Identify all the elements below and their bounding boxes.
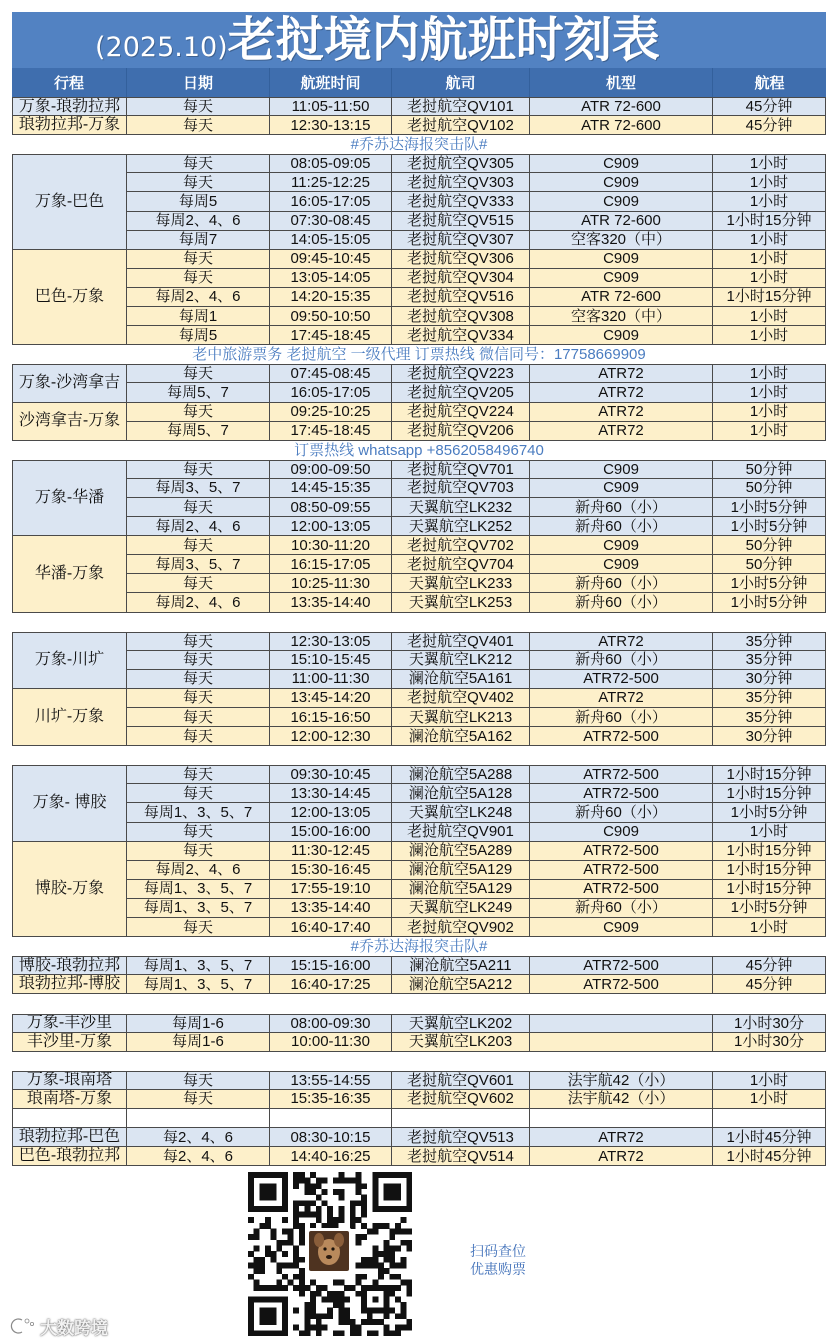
qr-avatar-ear-left (314, 1233, 324, 1247)
empty-cell (713, 1109, 826, 1128)
flight-time-cell: 11:00-11:30 (270, 670, 392, 689)
aircraft-cell: C909 (530, 918, 713, 937)
aircraft-cell: ATR72-500 (530, 975, 713, 994)
flight-time-cell: 14:40-16:25 (270, 1147, 392, 1166)
date-cell: 每天 (127, 784, 270, 803)
airline-flight-cell: 澜沧航空5A288 (392, 765, 530, 784)
date-cell: 每天 (127, 670, 270, 689)
duration-cell: 45分钟 (713, 975, 826, 994)
airline-flight-cell: 澜沧航空5A129 (392, 861, 530, 880)
route-cell: 琅勃拉邦-博胶 (12, 975, 127, 994)
brand-logo-icon (8, 1316, 36, 1336)
flight-time-cell: 15:15-16:00 (270, 956, 392, 975)
flight-time-cell: 10:00-11:30 (270, 1033, 392, 1052)
duration-cell: 1小时5分钟 (713, 498, 826, 517)
aircraft-cell: C909 (530, 250, 713, 269)
duration-cell: 50分钟 (713, 479, 826, 498)
qr-caption (470, 1242, 526, 1278)
aircraft-cell: 新舟60（小） (530, 708, 713, 727)
airline-flight-cell: 老挝航空QV206 (392, 422, 530, 441)
aircraft-cell: ATR72-500 (530, 842, 713, 861)
flight-time-cell: 08:30-10:15 (270, 1128, 392, 1147)
flight-time-cell: 12:30-13:15 (270, 116, 392, 135)
qr-avatar-nose (326, 1255, 332, 1259)
qr-center-avatar (306, 1228, 352, 1274)
airline-flight-cell: 老挝航空QV223 (392, 364, 530, 383)
duration-cell: 50分钟 (713, 555, 826, 574)
aircraft-cell: 新舟60（小） (530, 651, 713, 670)
airline-flight-cell: 澜沧航空5A212 (392, 975, 530, 994)
duration-cell: 30分钟 (713, 727, 826, 746)
airline-flight-cell: 天翼航空LK233 (392, 574, 530, 593)
aircraft-cell (530, 1033, 713, 1052)
airline-flight-cell: 老挝航空QV602 (392, 1090, 530, 1109)
airline-flight-cell: 天翼航空LK212 (392, 651, 530, 670)
qr-avatar-eye-right (331, 1247, 334, 1250)
duration-cell: 1小时 (713, 307, 826, 326)
airline-flight-cell: 澜沧航空5A129 (392, 880, 530, 899)
duration-cell: 1小时 (713, 422, 826, 441)
duration-cell: 1小时15分钟 (713, 765, 826, 784)
flight-time-cell: 16:40-17:40 (270, 918, 392, 937)
empty-cell (530, 1109, 713, 1128)
aircraft-cell: ATR 72-600 (530, 97, 713, 116)
brand-logo-dot-1 (25, 1319, 29, 1323)
duration-cell: 1小时15分钟 (713, 212, 826, 231)
duration-cell: 1小时 (713, 364, 826, 383)
airline-flight-cell: 老挝航空QV333 (392, 192, 530, 211)
aircraft-cell: 新舟60（小） (530, 593, 713, 612)
flight-time-cell: 16:15-17:05 (270, 555, 392, 574)
date-cell: 每周5 (127, 192, 270, 211)
duration-cell: 1小时15分钟 (713, 842, 826, 861)
duration-cell: 35分钟 (713, 708, 826, 727)
aircraft-cell: ATR72-500 (530, 784, 713, 803)
date-cell: 每周1、3、5、7 (127, 956, 270, 975)
airline-flight-cell: 澜沧航空5A211 (392, 956, 530, 975)
flight-time-cell: 15:00-16:00 (270, 823, 392, 842)
flight-time-cell: 07:45-08:45 (270, 364, 392, 383)
date-cell: 每天 (127, 823, 270, 842)
aircraft-cell: 新舟60（小） (530, 498, 713, 517)
duration-cell: 50分钟 (713, 536, 826, 555)
flight-time-cell: 13:30-14:45 (270, 784, 392, 803)
duration-cell: 1小时 (713, 154, 826, 173)
duration-cell: 1小时 (713, 192, 826, 211)
date-cell: 每2、4、6 (127, 1147, 270, 1166)
aircraft-cell: ATR72 (530, 403, 713, 422)
header-duration: 航程 (754, 75, 785, 92)
route-cell: 万象-巴色 (12, 154, 127, 249)
airline-flight-cell: 老挝航空QV303 (392, 173, 530, 192)
aircraft-cell: ATR72 (530, 1147, 713, 1166)
flight-time-cell: 15:30-16:45 (270, 861, 392, 880)
flight-time-cell: 13:45-14:20 (270, 689, 392, 708)
airline-flight-cell: 老挝航空QV401 (392, 632, 530, 651)
duration-cell: 1小时 (713, 403, 826, 422)
empty-cell (270, 1109, 392, 1128)
airline-flight-cell: 老挝航空QV102 (392, 116, 530, 135)
table-header (12, 68, 826, 97)
route-cell: 博胶-万象 (12, 842, 127, 937)
airline-flight-cell: 老挝航空QV514 (392, 1147, 530, 1166)
airline-flight-cell: 老挝航空QV703 (392, 479, 530, 498)
flight-time-cell: 10:25-11:30 (270, 574, 392, 593)
duration-cell: 1小时30分 (713, 1033, 826, 1052)
date-cell: 每天 (127, 403, 270, 422)
header-route: 行程 (12, 68, 127, 97)
airline-flight-cell: 老挝航空QV101 (392, 97, 530, 116)
date-cell: 每天 (127, 574, 270, 593)
airline-flight-cell: 老挝航空QV402 (392, 689, 530, 708)
date-cell: 每天 (127, 689, 270, 708)
airline-flight-cell: 老挝航空QV224 (392, 403, 530, 422)
duration-cell: 1小时30分 (713, 1014, 826, 1033)
empty-cell (12, 1109, 127, 1128)
flight-time-cell: 09:30-10:45 (270, 765, 392, 784)
qr-code (248, 1172, 412, 1336)
date-cell: 每周1、3、5、7 (127, 899, 270, 918)
date-cell: 每天 (127, 842, 270, 861)
date-cell: 每天 (127, 97, 270, 116)
route-cell: 博胶-琅勃拉邦 (12, 956, 127, 975)
airline-flight-cell: 老挝航空QV205 (392, 383, 530, 402)
aircraft-cell (530, 1014, 713, 1033)
title-date: (2025.10) (95, 32, 228, 63)
date-cell: 每周2、4、6 (127, 861, 270, 880)
aircraft-cell: ATR72 (530, 364, 713, 383)
flight-time-cell: 13:55-14:55 (270, 1071, 392, 1090)
qr-avatar-eye-left (323, 1247, 326, 1250)
aircraft-cell: ATR72-500 (530, 956, 713, 975)
qr-caption-line-1: 扫码查位 (470, 1243, 526, 1259)
date-cell: 每周2、4、6 (127, 212, 270, 231)
date-cell: 每周2、4、6 (127, 593, 270, 612)
route-cell: 万象-川圹 (12, 632, 127, 689)
header-date: 日期 (127, 68, 270, 97)
date-cell: 每2、4、6 (127, 1128, 270, 1147)
aircraft-cell: 新舟60（小） (530, 803, 713, 822)
aircraft-cell: 新舟60（小） (530, 899, 713, 918)
aircraft-cell: ATR72 (530, 689, 713, 708)
route-cell: 万象-华潘 (12, 460, 127, 536)
flight-time-cell: 12:00-13:05 (270, 517, 392, 536)
flight-time-cell: 11:25-12:25 (270, 173, 392, 192)
qr-caption-line-2: 优惠购票 (470, 1261, 526, 1277)
duration-cell: 1小时45分钟 (713, 1147, 826, 1166)
aircraft-cell: 新舟60（小） (530, 517, 713, 536)
aircraft-cell: 空客320（中） (530, 231, 713, 250)
flight-time-cell: 12:00-13:05 (270, 803, 392, 822)
empty-cell (392, 1109, 530, 1128)
flight-time-cell: 16:05-17:05 (270, 383, 392, 402)
aircraft-cell: ATR 72-600 (530, 116, 713, 135)
duration-cell: 1小时 (713, 1071, 826, 1090)
aircraft-cell: ATR72 (530, 632, 713, 651)
route-cell: 华潘-万象 (12, 536, 127, 612)
aircraft-cell: ATR 72-600 (530, 212, 713, 231)
duration-cell: 1小时 (713, 231, 826, 250)
route-cell: 琅勃拉邦-万象 (12, 116, 127, 135)
qr-code-graphic (248, 1172, 412, 1336)
duration-cell: 1小时15分钟 (713, 861, 826, 880)
aircraft-cell: 新舟60（小） (530, 574, 713, 593)
watermark-text: 大数跨境 (40, 1318, 108, 1338)
date-cell: 每周1-6 (127, 1014, 270, 1033)
date-cell: 每天 (127, 536, 270, 555)
route-cell: 万象- 博胶 (12, 765, 127, 841)
aircraft-cell: C909 (530, 479, 713, 498)
flight-time-cell: 16:40-17:25 (270, 975, 392, 994)
date-cell: 每周2、4、6 (127, 288, 270, 307)
duration-cell: 1小时45分钟 (713, 1128, 826, 1147)
aircraft-cell: ATR 72-600 (530, 288, 713, 307)
date-cell: 每天 (127, 708, 270, 727)
route-cell: 巴色-万象 (12, 250, 127, 345)
airline-flight-cell: 老挝航空QV901 (392, 823, 530, 842)
aircraft-cell: ATR72-500 (530, 727, 713, 746)
aircraft-cell: C909 (530, 555, 713, 574)
flight-time-cell: 12:30-13:05 (270, 632, 392, 651)
date-cell: 每周1-6 (127, 1033, 270, 1052)
brand-logo-dot-2 (30, 1322, 33, 1325)
header-flight-time: 航班时间 (270, 68, 392, 97)
flight-time-cell: 10:30-11:20 (270, 536, 392, 555)
duration-cell: 1小时5分钟 (713, 574, 826, 593)
duration-cell: 1小时5分钟 (713, 899, 826, 918)
header-airline: 航司 (392, 68, 530, 97)
flight-time-cell: 12:00-12:30 (270, 727, 392, 746)
flight-time-cell: 08:00-09:30 (270, 1014, 392, 1033)
promo-note-row: #乔苏达海报突击队# (350, 938, 488, 956)
watermark (8, 1314, 108, 1338)
aircraft-cell: ATR72-500 (530, 670, 713, 689)
airline-flight-cell: 天翼航空LK248 (392, 803, 530, 822)
route-cell: 万象-琅勃拉邦 (12, 97, 127, 116)
duration-cell: 1小时5分钟 (713, 517, 826, 536)
route-cell: 万象-沙湾拿吉 (12, 364, 127, 402)
aircraft-cell: C909 (530, 326, 713, 345)
airline-flight-cell: 老挝航空QV308 (392, 307, 530, 326)
duration-cell: 45分钟 (713, 956, 826, 975)
flight-time-cell: 09:25-10:25 (270, 403, 392, 422)
duration-cell: 35分钟 (713, 651, 826, 670)
airline-flight-cell: 老挝航空QV702 (392, 536, 530, 555)
duration-cell: 1小时 (713, 1090, 826, 1109)
duration-cell: 1小时15分钟 (713, 784, 826, 803)
date-cell: 每周7 (127, 231, 270, 250)
date-cell: 每天 (127, 173, 270, 192)
airline-flight-cell: 澜沧航空5A161 (392, 670, 530, 689)
duration-cell: 1小时 (713, 918, 826, 937)
aircraft-cell: 空客320（中） (530, 307, 713, 326)
route-cell: 川圹-万象 (12, 689, 127, 746)
date-cell: 每天 (127, 154, 270, 173)
aircraft-cell: ATR72-500 (530, 880, 713, 899)
date-cell: 每天 (127, 632, 270, 651)
airline-flight-cell: 天翼航空LK252 (392, 517, 530, 536)
date-cell: 每周1、3、5、7 (127, 975, 270, 994)
aircraft-cell: ATR72-500 (530, 861, 713, 880)
flight-time-cell: 14:05-15:05 (270, 231, 392, 250)
aircraft-cell: C909 (530, 536, 713, 555)
airline-flight-cell: 天翼航空LK202 (392, 1014, 530, 1033)
duration-cell: 30分钟 (713, 670, 826, 689)
airline-flight-cell: 老挝航空QV306 (392, 250, 530, 269)
date-cell: 每周2、4、6 (127, 517, 270, 536)
aircraft-cell: 法宇航42（小） (530, 1090, 713, 1109)
spacer-row (12, 613, 826, 632)
duration-cell: 1小时 (713, 250, 826, 269)
date-cell: 每天 (127, 269, 270, 288)
date-cell: 每天 (127, 1090, 270, 1109)
flight-time-cell: 14:45-15:35 (270, 479, 392, 498)
empty-cell (127, 1109, 270, 1128)
title-banner (12, 12, 826, 68)
airline-flight-cell: 天翼航空LK249 (392, 899, 530, 918)
flight-time-cell: 09:45-10:45 (270, 250, 392, 269)
flight-time-cell: 08:50-09:55 (270, 498, 392, 517)
brand-logo-arc (11, 1319, 22, 1333)
flight-time-cell: 11:30-12:45 (270, 842, 392, 861)
date-cell: 每天 (127, 116, 270, 135)
flight-time-cell: 14:20-15:35 (270, 288, 392, 307)
route-cell: 万象-琅南塔 (12, 1071, 127, 1090)
page-title: 老挝境内航班时刻表 (227, 12, 660, 68)
date-cell: 每天 (127, 765, 270, 784)
airline-flight-cell: 天翼航空LK203 (392, 1033, 530, 1052)
date-cell: 每周5、7 (127, 422, 270, 441)
duration-cell: 1小时5分钟 (713, 593, 826, 612)
duration-cell: 1小时15分钟 (713, 288, 826, 307)
route-cell: 丰沙里-万象 (12, 1033, 127, 1052)
airline-flight-cell: 老挝航空QV902 (392, 918, 530, 937)
aircraft-cell: C909 (530, 460, 713, 479)
date-cell: 每周1 (127, 307, 270, 326)
date-cell: 每周5 (127, 326, 270, 345)
aircraft-cell: ATR72 (530, 1128, 713, 1147)
aircraft-cell: C909 (530, 154, 713, 173)
date-cell: 每周1、3、5、7 (127, 880, 270, 899)
promo-note-row: 订票热线 whatsapp +8562058496740 (294, 441, 544, 459)
flight-time-cell: 16:15-16:50 (270, 708, 392, 727)
spacer-row (12, 994, 826, 1013)
promo-note-row: 老中旅游票务 老挝航空 一级代理 订票热线 微信同号：17758669909 (192, 346, 646, 364)
duration-cell: 1小时 (713, 173, 826, 192)
flight-time-cell: 17:45-18:45 (270, 422, 392, 441)
promo-note-row: #乔苏达海报突击队# (350, 136, 488, 154)
spacer-row (12, 746, 826, 765)
duration-cell: 1小时 (713, 326, 826, 345)
airline-flight-cell: 老挝航空QV334 (392, 326, 530, 345)
flight-time-cell: 11:05-11:50 (270, 97, 392, 116)
airline-flight-cell: 澜沧航空5A162 (392, 727, 530, 746)
airline-flight-cell: 老挝航空QV704 (392, 555, 530, 574)
qr-avatar-ear-right (334, 1233, 344, 1247)
date-cell: 每周3、5、7 (127, 479, 270, 498)
airline-flight-cell: 澜沧航空5A128 (392, 784, 530, 803)
duration-cell: 1小时 (713, 269, 826, 288)
date-cell: 每天 (127, 250, 270, 269)
airline-flight-cell: 天翼航空LK232 (392, 498, 530, 517)
date-cell: 每周3、5、7 (127, 555, 270, 574)
date-cell: 每天 (127, 727, 270, 746)
date-cell: 每天 (127, 364, 270, 383)
date-cell: 每天 (127, 918, 270, 937)
aircraft-cell: 法宇航42（小） (530, 1071, 713, 1090)
flight-time-cell: 13:35-14:40 (270, 899, 392, 918)
airline-flight-cell: 老挝航空QV307 (392, 231, 530, 250)
flight-time-cell: 16:05-17:05 (270, 192, 392, 211)
flight-time-cell: 17:45-18:45 (270, 326, 392, 345)
airline-flight-cell: 老挝航空QV516 (392, 288, 530, 307)
date-cell: 每天 (127, 460, 270, 479)
duration-cell: 45分钟 (713, 97, 826, 116)
aircraft-cell: C909 (530, 192, 713, 211)
airline-flight-cell: 老挝航空QV601 (392, 1071, 530, 1090)
airline-flight-cell: 老挝航空QV305 (392, 154, 530, 173)
flight-schedule-table (12, 97, 826, 1166)
route-cell: 琅南塔-万象 (12, 1090, 127, 1109)
aircraft-cell: C909 (530, 269, 713, 288)
airline-flight-cell: 老挝航空QV304 (392, 269, 530, 288)
aircraft-cell: C909 (530, 823, 713, 842)
route-cell: 沙湾拿吉-万象 (12, 403, 127, 441)
flight-time-cell: 09:50-10:50 (270, 307, 392, 326)
airline-flight-cell: 老挝航空QV701 (392, 460, 530, 479)
duration-cell: 35分钟 (713, 689, 826, 708)
flight-time-cell: 07:30-08:45 (270, 212, 392, 231)
duration-cell: 35分钟 (713, 632, 826, 651)
flight-time-cell: 15:35-16:35 (270, 1090, 392, 1109)
airline-flight-cell: 天翼航空LK253 (392, 593, 530, 612)
flight-time-cell: 17:55-19:10 (270, 880, 392, 899)
date-cell: 每天 (127, 651, 270, 670)
flight-time-cell: 08:05-09:05 (270, 154, 392, 173)
aircraft-cell: ATR72 (530, 383, 713, 402)
flight-time-cell: 13:35-14:40 (270, 593, 392, 612)
spacer-row (12, 1052, 826, 1071)
aircraft-cell: ATR72-500 (530, 765, 713, 784)
date-cell: 每周5、7 (127, 383, 270, 402)
duration-cell: 45分钟 (713, 116, 826, 135)
route-cell: 巴色-琅勃拉邦 (12, 1147, 127, 1166)
duration-cell: 50分钟 (713, 460, 826, 479)
duration-cell: 1小时15分钟 (713, 880, 826, 899)
aircraft-cell: C909 (530, 173, 713, 192)
aircraft-cell: ATR72 (530, 422, 713, 441)
duration-cell: 1小时 (713, 823, 826, 842)
airline-flight-cell: 澜沧航空5A289 (392, 842, 530, 861)
date-cell: 每天 (127, 1071, 270, 1090)
duration-cell: 1小时 (713, 383, 826, 402)
airline-flight-cell: 老挝航空QV513 (392, 1128, 530, 1147)
date-cell: 每天 (127, 498, 270, 517)
airline-flight-cell: 天翼航空LK213 (392, 708, 530, 727)
date-cell: 每周1、3、5、7 (127, 803, 270, 822)
flight-time-cell: 15:10-15:45 (270, 651, 392, 670)
flight-time-cell: 13:05-14:05 (270, 269, 392, 288)
duration-cell: 1小时5分钟 (713, 803, 826, 822)
route-cell: 万象-丰沙里 (12, 1014, 127, 1033)
airline-flight-cell: 老挝航空QV515 (392, 212, 530, 231)
header-aircraft: 机型 (530, 68, 713, 97)
flight-time-cell: 09:00-09:50 (270, 460, 392, 479)
route-cell: 琅勃拉邦-巴色 (12, 1128, 127, 1147)
